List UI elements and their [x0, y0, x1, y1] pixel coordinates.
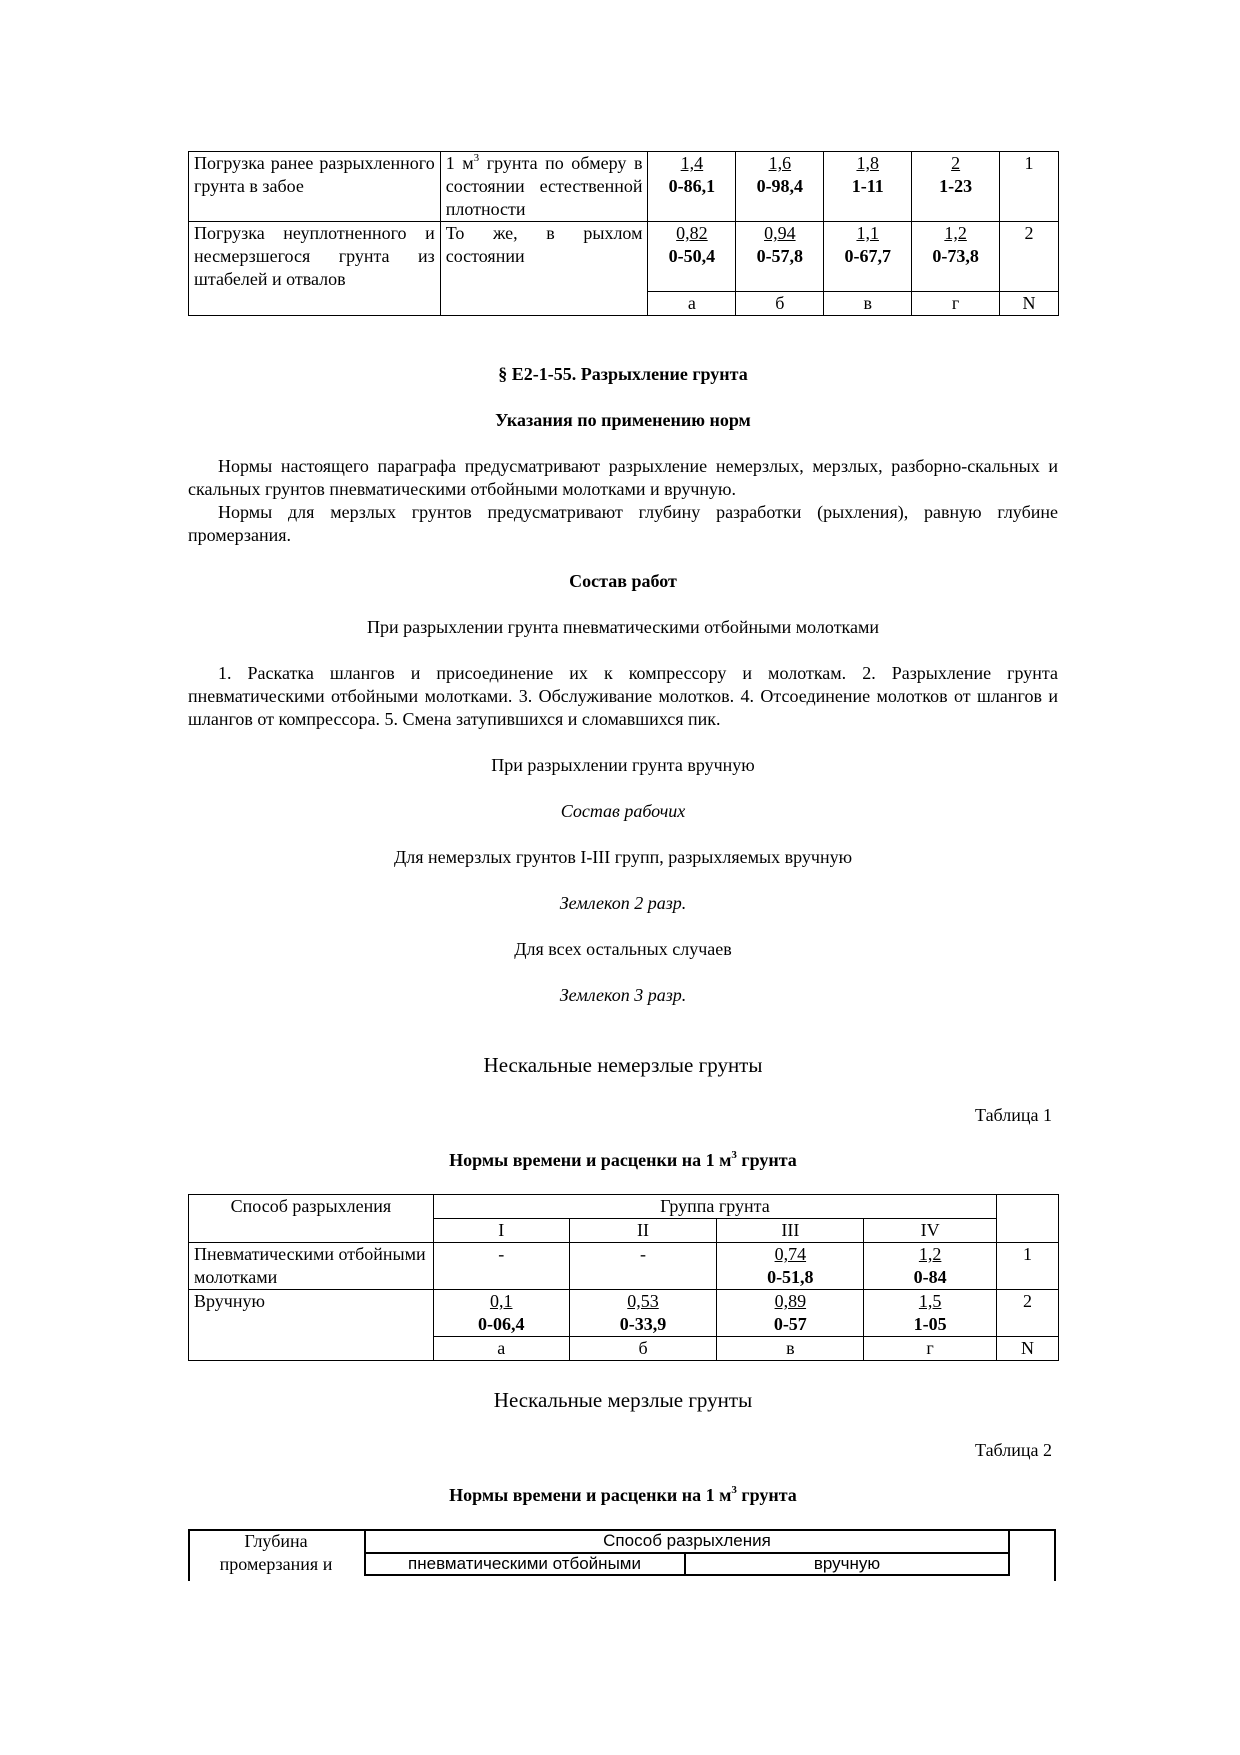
- norm-cell: 0,82 0-50,4: [648, 222, 736, 292]
- norm-cell: 1,8 1-11: [824, 152, 912, 222]
- norm-cell: 1,2 0-84: [864, 1243, 997, 1290]
- crew-worker: Землекоп 2 разр.: [559, 893, 687, 913]
- table1-title: Нормы времени и расценки на 1 $м^3$ грунта: [449, 1149, 797, 1170]
- works-title: Состав работ: [569, 571, 677, 591]
- crew-condition: Для всех остальных случаев: [514, 939, 732, 959]
- crew-condition: Для немерзлых грунтов I-III групп, разрыхляемых вручную: [393, 847, 853, 867]
- top-norms-table: [188, 151, 1059, 316]
- norm-cell: 0,94 0-57,8: [736, 222, 824, 292]
- works-list: 1. Раскатка шлангов и присоединение их к компрессору и молоткам. 2. Разрыхление грунта пневматическими отбойными молотками. 3. Обслуживание молотков. 4. Отсоединение молотков от шлангов и шлангов от компрессора. 5. Смена затупившихся и сломавшихся пик.: [188, 663, 1058, 729]
- column-letter: а: [433, 1337, 569, 1361]
- table1-subheading: Нескальные немерзлые грунты: [483, 1053, 763, 1077]
- table-row: [189, 222, 1059, 292]
- column-letter: N: [1000, 292, 1059, 316]
- empty-header-cell: [997, 1195, 1059, 1243]
- norm-cell: 0,89 0-57: [717, 1290, 864, 1337]
- row-number: 2: [1000, 222, 1059, 292]
- norm-cell: 2 1-23: [912, 152, 1000, 222]
- paragraph: Нормы для мерзлых грунтов предусматривают глубину разработки (рыхления), равную глубине промерзания.: [188, 502, 1058, 545]
- column-letter: N: [997, 1337, 1059, 1361]
- column-letter: г: [864, 1337, 997, 1361]
- row-number: 1: [1000, 152, 1059, 222]
- table2-label: Таблица 2: [975, 1440, 1052, 1460]
- unit-description: То же, в рыхлом состоянии: [440, 222, 648, 316]
- column-letter: в: [717, 1337, 864, 1361]
- paragraph: Нормы настоящего параграфа предусматривают разрыхление немерзлых, мерзлых, разборно-скальных и скальных грунтов пневматическими отбойными молотками и вручную.: [188, 456, 1058, 499]
- manual-heading: При разрыхлении грунта вручную: [491, 755, 755, 775]
- section-title: § Е2-1-55. Разрыхление грунта: [498, 364, 748, 384]
- norm-cell: 1,5 1-05: [864, 1290, 997, 1337]
- table-row: [189, 152, 1059, 222]
- norm-cell: 1,6 0-98,4: [736, 152, 824, 222]
- column-letter: в: [824, 292, 912, 316]
- pneumatic-heading: При разрыхлении грунта пневматическими отбойными молотками: [366, 617, 880, 637]
- table-row: [189, 1290, 1059, 1337]
- norm-cell: 0,74 0-51,8: [717, 1243, 864, 1290]
- norm-cell: 1,4 0-86,1: [648, 152, 736, 222]
- crew-worker: Землекоп 3 разр.: [559, 985, 687, 1005]
- group-header: IV: [864, 1219, 997, 1243]
- method-cell: Пневматическими отбойными молотками: [189, 1243, 434, 1290]
- table1-label: Таблица 1: [975, 1105, 1052, 1125]
- table-header-row: [189, 1195, 1059, 1219]
- group-header: I: [433, 1219, 569, 1243]
- norm-cell: 1,1 0-67,7: [824, 222, 912, 292]
- instructions-title: Указания по применению норм: [495, 410, 751, 430]
- column-header: Способ разрыхления: [189, 1195, 434, 1243]
- column-letter: б: [569, 1337, 717, 1361]
- work-description: Погрузка неуплотненного и несмерзшегося грунта из штабелей и отвалов: [189, 222, 441, 316]
- table2-subheading: Нескальные мерзлые грунты: [493, 1388, 753, 1412]
- table2: [188, 1529, 1056, 1581]
- group-header: II: [569, 1219, 717, 1243]
- group-header: III: [717, 1219, 864, 1243]
- row-number: 2: [997, 1290, 1059, 1337]
- row-number: 1: [997, 1243, 1059, 1290]
- depth-header-line1: Глубина: [244, 1531, 308, 1551]
- norm-cell: -: [569, 1243, 717, 1290]
- work-description: Погрузка ранее разрыхленного грунта в забое: [189, 152, 441, 222]
- column-letter: г: [912, 292, 1000, 316]
- norm-cell: -: [433, 1243, 569, 1290]
- table1: [188, 1194, 1059, 1361]
- pneumatic-header: пневматическими отбойными: [408, 1554, 641, 1573]
- column-header: Группа грунта: [433, 1195, 996, 1219]
- table-row: [189, 1243, 1059, 1290]
- crew-title: Состав рабочих: [560, 801, 686, 821]
- norm-cell: 0,53 0-33,9: [569, 1290, 717, 1337]
- manual-header: вручную: [813, 1554, 881, 1573]
- unit-description: 1 $м^3$ грунта по обмеру в состоянии естественной плотности: [440, 152, 648, 222]
- table2-title: Нормы времени и расценки на 1 $м^3$ грунта: [449, 1484, 797, 1505]
- norm-cell: 1,2 0-73,8: [912, 222, 1000, 292]
- column-letter: а: [648, 292, 736, 316]
- depth-header-line2: промерзания и: [219, 1554, 333, 1574]
- column-letter: б: [736, 292, 824, 316]
- method-cell: Вручную: [189, 1290, 434, 1361]
- norm-cell: 0,1 0-06,4: [433, 1290, 569, 1337]
- method-header: Способ разрыхления: [603, 1531, 771, 1550]
